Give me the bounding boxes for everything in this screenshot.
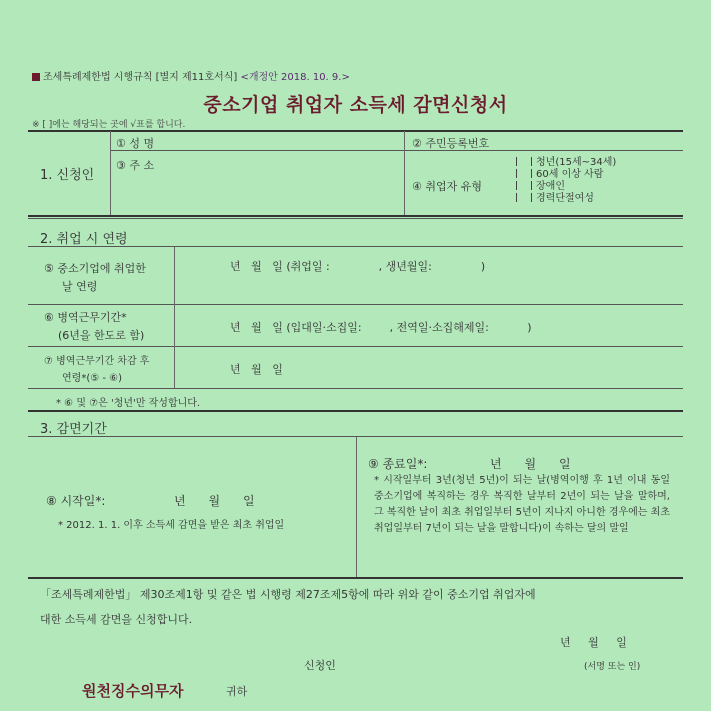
- legal-basis: [32, 68, 350, 83]
- applicant-label: 신청인: [304, 659, 336, 672]
- row7-value[interactable]: 년 월 일: [230, 363, 283, 376]
- worker-type-option[interactable]: [516, 193, 616, 205]
- end-date-value[interactable]: 년 월 일: [490, 457, 571, 471]
- row6-value[interactable]: 년 월 일 (입대일·소집일: , 전역일·소집해제일: ): [230, 321, 532, 334]
- col-divider: [174, 247, 175, 388]
- form-title: 중소기업 취업자 소득세 감면신청서: [203, 94, 508, 116]
- declaration-date[interactable]: 년 월 일: [560, 636, 627, 649]
- checkbox-icon[interactable]: [516, 193, 532, 202]
- worker-type-option[interactable]: [516, 181, 616, 193]
- row5-label-2: 날 연령: [62, 280, 98, 293]
- checkbox-icon[interactable]: [516, 169, 532, 178]
- name-label: ① 성 명: [116, 137, 155, 150]
- start-date-value[interactable]: 년 월 일: [174, 494, 255, 508]
- revision-date: <개정안 2018. 10. 9.>: [240, 72, 350, 83]
- worker-type-options: [516, 157, 616, 205]
- rrn-label: ② 주민등록번호: [412, 137, 490, 150]
- worker-type-option[interactable]: [516, 157, 616, 169]
- signature-label[interactable]: (서명 또는 인): [584, 662, 641, 672]
- section2-footnote: * ⑥ 및 ⑦은 '청년'만 작성합니다.: [56, 398, 201, 409]
- row7-label-1: ⑦ 병역근무기간 차감 후: [44, 356, 150, 367]
- row5-label-1: ⑤ 중소기업에 취업한: [44, 262, 146, 275]
- row6-label-2: (6년을 한도로 함): [58, 329, 145, 342]
- row6-label-1: ⑥ 병역근무기간*: [44, 311, 127, 324]
- section1-bottom-border: [28, 215, 683, 217]
- section3-label: 3. 감면기간: [40, 422, 107, 437]
- end-date-note: * 시작일부터 3년(청년 5년)이 되는 날(병역이행 후 1년 이내 동일 중소기업에 복직하는 경우 복직한 날부터 2년이 되는 날을 말하며, 그 복직한 날이 최초 취업일부터 5년이 지나지 아니한 경우에는 최초 취업일부터 7년이 되는 날을 말합니다)이 속하는 달의 말일: [374, 475, 670, 534]
- row-divider: [28, 346, 683, 347]
- check-note: ※ [ ]에는 해당되는 곳에 √표를 합니다.: [32, 120, 186, 130]
- start-date-note: * 2012. 1. 1. 이후 소득세 감면을 받은 최초 취업일: [58, 520, 285, 531]
- row-divider: [28, 304, 683, 305]
- option-label: 경력단절여성: [536, 193, 594, 204]
- col-divider: [110, 131, 111, 215]
- row5-value[interactable]: 년 월 일 (취업일 : , 생년월일: ): [230, 260, 486, 273]
- row-divider: [28, 388, 683, 389]
- option-label: 60세 이상 사람: [536, 169, 604, 180]
- square-bullet-icon: [32, 73, 40, 81]
- worker-type-label: ④ 취업자 유형: [412, 180, 482, 193]
- section2-label: 2. 취업 시 연령: [40, 232, 128, 247]
- checkbox-icon[interactable]: [516, 157, 532, 166]
- checkbox-icon[interactable]: [516, 181, 532, 190]
- end-date-label: ⑨ 종료일*:: [368, 457, 428, 471]
- row-divider: [110, 150, 683, 151]
- address-label: ③ 주 소: [116, 159, 155, 172]
- recipient-title: 원천징수의무자: [82, 682, 184, 700]
- declaration-line-2: 대한 소득세 감면을 신청합니다.: [40, 613, 193, 626]
- row-divider: [28, 246, 683, 247]
- recipient-honorific: 귀하: [226, 685, 248, 698]
- table-top-border: [28, 130, 683, 132]
- col-divider: [356, 437, 357, 577]
- start-date-label: ⑧ 시작일*:: [46, 494, 106, 508]
- legal-basis-text: 조세특례제한법 시행규칙 [별지 제11호서식]: [43, 72, 238, 83]
- option-label: 장애인: [536, 181, 565, 192]
- row7-label-2: 연령*(⑤ - ⑥): [62, 373, 123, 384]
- section-divider: [28, 218, 683, 219]
- worker-type-option[interactable]: [516, 169, 616, 181]
- section3-bottom-border: [28, 577, 683, 579]
- col-divider: [404, 131, 405, 215]
- declaration-line-1: 「조세특례제한법」 제30조제1항 및 같은 법 시행령 제27조제5항에 따라 위와 같이 중소기업 취업자에: [40, 588, 536, 601]
- section1-label: 1. 신청인: [40, 168, 95, 183]
- option-label: 청년(15세~34세): [536, 157, 617, 168]
- section2-bottom-border: [28, 410, 683, 412]
